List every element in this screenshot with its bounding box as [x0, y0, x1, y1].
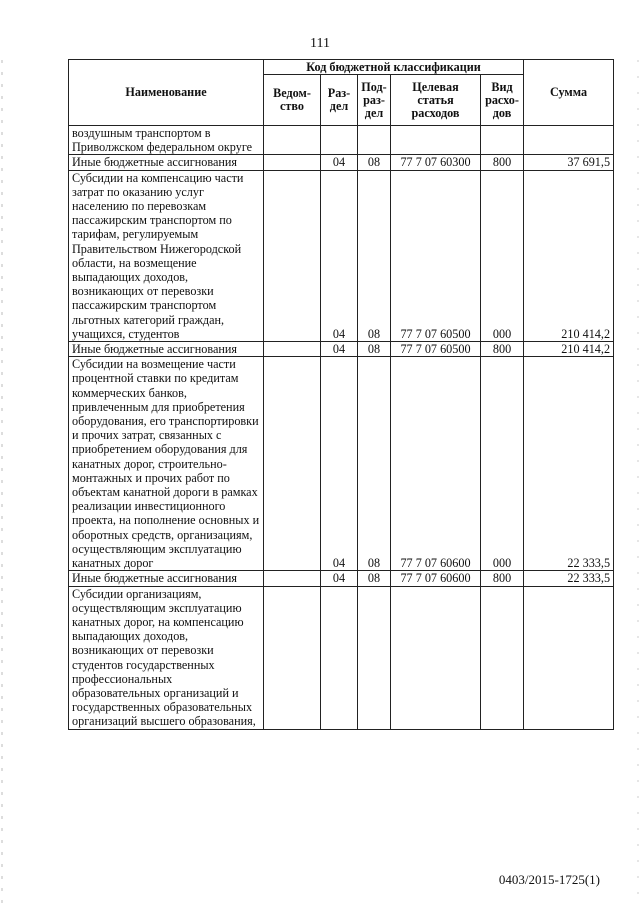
header-podrazdel: Под-раз-дел — [358, 75, 391, 126]
cell-name: Иные бюджетные ассигнования — [69, 155, 264, 170]
cell-celevaya: 77 7 07 60600 — [391, 571, 481, 586]
cell-summa: 210 414,2 — [524, 170, 614, 341]
header-vid: Вид расхо-дов — [481, 75, 524, 126]
table-row — [69, 586, 614, 729]
cell-vedomstvo — [264, 586, 321, 729]
table-row — [69, 155, 614, 170]
table-row — [69, 126, 614, 155]
cell-vid: 800 — [481, 342, 524, 357]
cell-name: Иные бюджетные ассигнования — [69, 342, 264, 357]
table-row — [69, 357, 614, 571]
cell-name: Субсидии на компенсацию части затрат по оказанию услуг населению по перевозкам пассажирским транспортом по тарифам, регулируемым Правительством Нижегородской области, на возмещение выпадающих доходов, возникающих от перевозки пассажирским транспортом льготных категорий граждан, учащихся, студентов — [69, 170, 264, 341]
cell-celevaya: 77 7 07 60500 — [391, 342, 481, 357]
header-budget-code-group: Код бюджетной классификации — [264, 60, 524, 75]
cell-vid: 800 — [481, 571, 524, 586]
cell-name: воздушным транспортом в Приволжском федеральном округе — [69, 126, 264, 155]
cell-celevaya: 77 7 07 60300 — [391, 155, 481, 170]
header-name: Наименование — [69, 60, 264, 126]
cell-celevaya — [391, 586, 481, 729]
cell-razdel: 04 — [321, 170, 358, 341]
cell-summa: 210 414,2 — [524, 342, 614, 357]
cell-vedomstvo — [264, 126, 321, 155]
cell-vid — [481, 126, 524, 155]
cell-podrazdel — [358, 586, 391, 729]
table-row — [69, 342, 614, 357]
cell-name: Иные бюджетные ассигнования — [69, 571, 264, 586]
cell-podrazdel — [358, 126, 391, 155]
cell-razdel — [321, 126, 358, 155]
cell-vedomstvo — [264, 342, 321, 357]
cell-vid: 000 — [481, 170, 524, 341]
cell-vid — [481, 586, 524, 729]
cell-podrazdel: 08 — [358, 357, 391, 571]
cell-razdel — [321, 586, 358, 729]
cell-vid: 800 — [481, 155, 524, 170]
cell-podrazdel: 08 — [358, 170, 391, 341]
cell-celevaya: 77 7 07 60600 — [391, 357, 481, 571]
page-number: 111 — [310, 36, 330, 51]
cell-summa — [524, 586, 614, 729]
cell-vedomstvo — [264, 170, 321, 341]
cell-podrazdel: 08 — [358, 342, 391, 357]
header-sum: Сумма — [524, 60, 614, 126]
cell-vedomstvo — [264, 357, 321, 571]
cell-razdel: 04 — [321, 155, 358, 170]
cell-vedomstvo — [264, 571, 321, 586]
cell-razdel: 04 — [321, 342, 358, 357]
cell-vid: 000 — [481, 357, 524, 571]
cell-name: Субсидии на возмещение части процентной ставки по кредитам коммерческих банков, привлеченным для приобретения оборудования, его транспортировки и прочих затрат, связанных с приобретением оборудования для канатных дорог, строительно-монтажных и прочих работ по объектам канатной дороги в рамках реализации инвестиционного проекта, на пополнение основных и оборотных средств, организациям, осуществляющим эксплуатацию канатных дорог — [69, 357, 264, 571]
cell-celevaya: 77 7 07 60500 — [391, 170, 481, 341]
budget-table — [68, 59, 614, 730]
cell-summa: 37 691,5 — [524, 155, 614, 170]
cell-celevaya — [391, 126, 481, 155]
cell-podrazdel: 08 — [358, 571, 391, 586]
cell-summa: 22 333,5 — [524, 357, 614, 571]
cell-razdel: 04 — [321, 357, 358, 571]
table-row — [69, 571, 614, 586]
table-row — [69, 170, 614, 341]
cell-summa — [524, 126, 614, 155]
cell-podrazdel: 08 — [358, 155, 391, 170]
header-vedomstvo: Ведом-ство — [264, 75, 321, 126]
document-code: 0403/2015-1725(1) — [498, 872, 600, 887]
cell-razdel: 04 — [321, 571, 358, 586]
cell-vedomstvo — [264, 155, 321, 170]
cell-name: Субсидии организациям, осуществляющим эксплуатацию канатных дорог, на компенсацию выпадающих доходов, возникающих от перевозки студентов государственных профессиональных образовательных организаций и государственных образовательных организаций высшего образования, — [69, 586, 264, 729]
cell-summa: 22 333,5 — [524, 571, 614, 586]
header-celevaya: Целевая статья расходов — [391, 75, 481, 126]
header-razdel: Раз-дел — [321, 75, 358, 126]
